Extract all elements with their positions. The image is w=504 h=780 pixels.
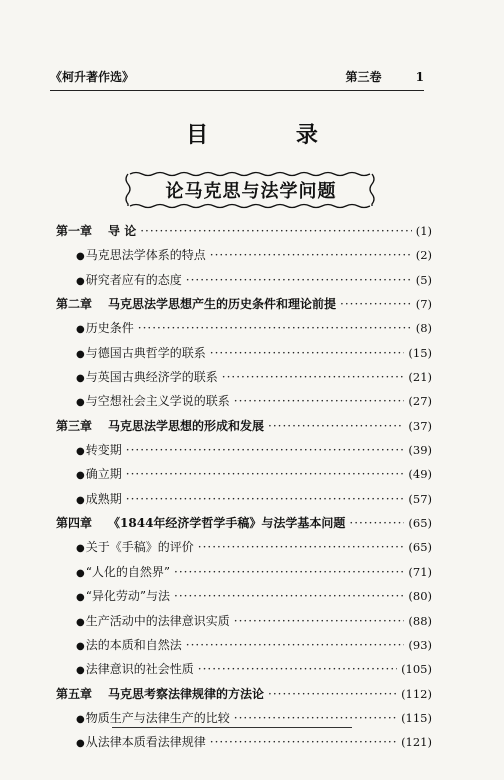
- part-title-banner: [122, 170, 380, 210]
- entry-page-number: (7): [415, 297, 432, 312]
- entry-page-number: (88): [408, 613, 432, 628]
- bullet-icon: ●: [76, 738, 85, 750]
- toc-section-entry: [56, 563, 432, 587]
- entry-title: 马克思考察法律规律的方法论: [108, 686, 265, 701]
- entry-title: 从法律本质看法律规律: [85, 735, 206, 750]
- bullet-icon: ●: [76, 494, 85, 506]
- entry-title: 生产活动中的法律意识实质: [85, 613, 230, 628]
- entry-title: 与德国古典哲学的联系: [85, 345, 206, 360]
- entry-page-number: (93): [408, 637, 432, 652]
- entry-page-number: (8): [415, 321, 432, 336]
- entry-title: 马克思法学思想产生的历史条件和理论前提: [108, 297, 337, 312]
- entry-title: 《1844年经济学哲学手稿》与法学基本问题: [108, 516, 346, 531]
- toc-section-entry: [56, 344, 432, 368]
- entry-title: 物质生产与法律生产的比较: [85, 710, 230, 725]
- entry-title: 关于《手稿》的评价: [85, 540, 194, 555]
- bullet-icon: ●: [76, 446, 85, 458]
- toc-section-entry: [56, 246, 432, 270]
- volume-and-page: [345, 68, 424, 85]
- dot-leader: [198, 662, 397, 676]
- dot-leader: [174, 589, 404, 603]
- toc-chapter-entry: [56, 222, 432, 246]
- bullet-icon: ●: [76, 470, 85, 482]
- chapter-number: 第五章: [56, 686, 93, 701]
- entry-page-number: (21): [408, 370, 432, 385]
- bullet-icon: ●: [76, 373, 85, 385]
- toc-section-entry: [56, 441, 432, 465]
- entry-page-number: (115): [401, 710, 432, 725]
- toc-section-entry: [56, 271, 432, 295]
- entry-page-number: (15): [408, 345, 432, 360]
- entry-page-number: (2): [415, 248, 432, 263]
- toc-section-entry: [56, 587, 432, 611]
- toc-section-entry: [56, 368, 432, 392]
- dot-leader: [126, 443, 405, 457]
- dot-leader: [174, 565, 404, 579]
- bullet-icon: ●: [76, 567, 85, 579]
- bullet-icon: ●: [76, 665, 85, 677]
- entry-page-number: (105): [401, 662, 432, 677]
- entry-page-number: (65): [408, 516, 432, 531]
- toc-section-entry: [56, 319, 432, 343]
- entry-page-number: (57): [408, 491, 432, 506]
- entry-title: 转变期: [85, 443, 122, 458]
- toc-section-entry: [56, 660, 432, 684]
- dot-leader: [140, 224, 412, 238]
- dot-leader: [210, 346, 405, 360]
- entry-page-number: (65): [408, 540, 432, 555]
- toc-section-entry: [56, 733, 432, 757]
- dot-leader: [222, 370, 405, 384]
- chapter-number: 第四章: [56, 516, 93, 531]
- bullet-icon: ●: [76, 592, 85, 604]
- entry-page-number: (37): [408, 418, 432, 433]
- chapter-number: 第二章: [56, 297, 93, 312]
- toc-section-entry: [56, 709, 432, 733]
- volume-label: 第三卷: [345, 70, 382, 84]
- dot-leader: [198, 540, 405, 554]
- entry-title: “异化劳动”与法: [85, 589, 171, 604]
- page-title: 目 录: [186, 123, 358, 148]
- dot-leader: [234, 711, 397, 725]
- dot-leader: [268, 419, 404, 433]
- footer-rule: [112, 727, 352, 728]
- dot-leader: [210, 735, 397, 749]
- toc-section-entry: [56, 465, 432, 489]
- entry-title: 马克思法学体系的特点: [85, 248, 206, 263]
- bullet-icon: ●: [76, 713, 85, 725]
- bullet-icon: ●: [76, 543, 85, 555]
- dot-leader: [186, 273, 412, 287]
- dot-leader: [340, 297, 412, 311]
- toc-section-entry: [56, 538, 432, 562]
- part-title: 论马克思与法学问题: [165, 181, 337, 202]
- bullet-icon: ●: [76, 324, 85, 336]
- dot-leader: [138, 321, 412, 335]
- entry-title: 法律意识的社会性质: [85, 662, 194, 677]
- toc-section-entry: [56, 490, 432, 514]
- bullet-icon: ●: [76, 275, 85, 287]
- bullet-icon: ●: [76, 397, 85, 409]
- entry-title: “人化的自然界”: [85, 564, 171, 579]
- entry-title: 与英国古典经济学的联系: [85, 370, 218, 385]
- entry-title: 导 论: [108, 224, 137, 238]
- toc-section-entry: [56, 636, 432, 660]
- bullet-icon: ●: [76, 251, 85, 263]
- entry-page-number: (39): [408, 443, 432, 458]
- book-title: 《柯升著作选》: [50, 70, 135, 84]
- toc-chapter-entry: [56, 417, 432, 441]
- entry-title: 与空想社会主义学说的联系: [85, 394, 230, 409]
- table-of-contents: [56, 222, 432, 758]
- toc-chapter-entry: [56, 514, 432, 538]
- dot-leader: [186, 638, 405, 652]
- bullet-icon: ●: [76, 616, 85, 628]
- toc-section-entry: [56, 612, 432, 636]
- entry-page-number: (71): [408, 564, 432, 579]
- bullet-icon: ●: [76, 640, 85, 652]
- entry-title: 确立期: [85, 467, 122, 482]
- entry-title: 历史条件: [85, 321, 134, 336]
- dot-leader: [126, 467, 405, 481]
- chapter-number: 第三章: [56, 418, 93, 433]
- toc-section-entry: [56, 392, 432, 416]
- chapter-number: 第一章: [56, 224, 93, 238]
- toc-chapter-entry: [56, 685, 432, 709]
- entry-page-number: (5): [415, 272, 432, 287]
- entry-page-number: (49): [408, 467, 432, 482]
- running-header: [50, 66, 424, 86]
- entry-page-number: (1): [415, 224, 432, 238]
- entry-title: 研究者应有的态度: [85, 272, 182, 287]
- dot-leader: [234, 394, 405, 408]
- page-number: 1: [415, 70, 424, 84]
- entry-page-number: (121): [401, 735, 432, 750]
- dot-leader: [234, 614, 405, 628]
- entry-page-number: (80): [408, 589, 432, 604]
- dot-leader: [126, 492, 405, 506]
- dot-leader: [349, 516, 404, 530]
- entry-title: 成熟期: [85, 491, 122, 506]
- entry-page-number: (112): [401, 686, 432, 701]
- entry-title: 马克思法学思想的形成和发展: [108, 418, 265, 433]
- entry-title: 法的本质和自然法: [85, 637, 182, 652]
- toc-chapter-entry: [56, 295, 432, 319]
- entry-page-number: (27): [408, 394, 432, 409]
- bullet-icon: ●: [76, 348, 85, 360]
- dot-leader: [210, 248, 412, 262]
- header-rule: [50, 90, 424, 91]
- dot-leader: [268, 687, 397, 701]
